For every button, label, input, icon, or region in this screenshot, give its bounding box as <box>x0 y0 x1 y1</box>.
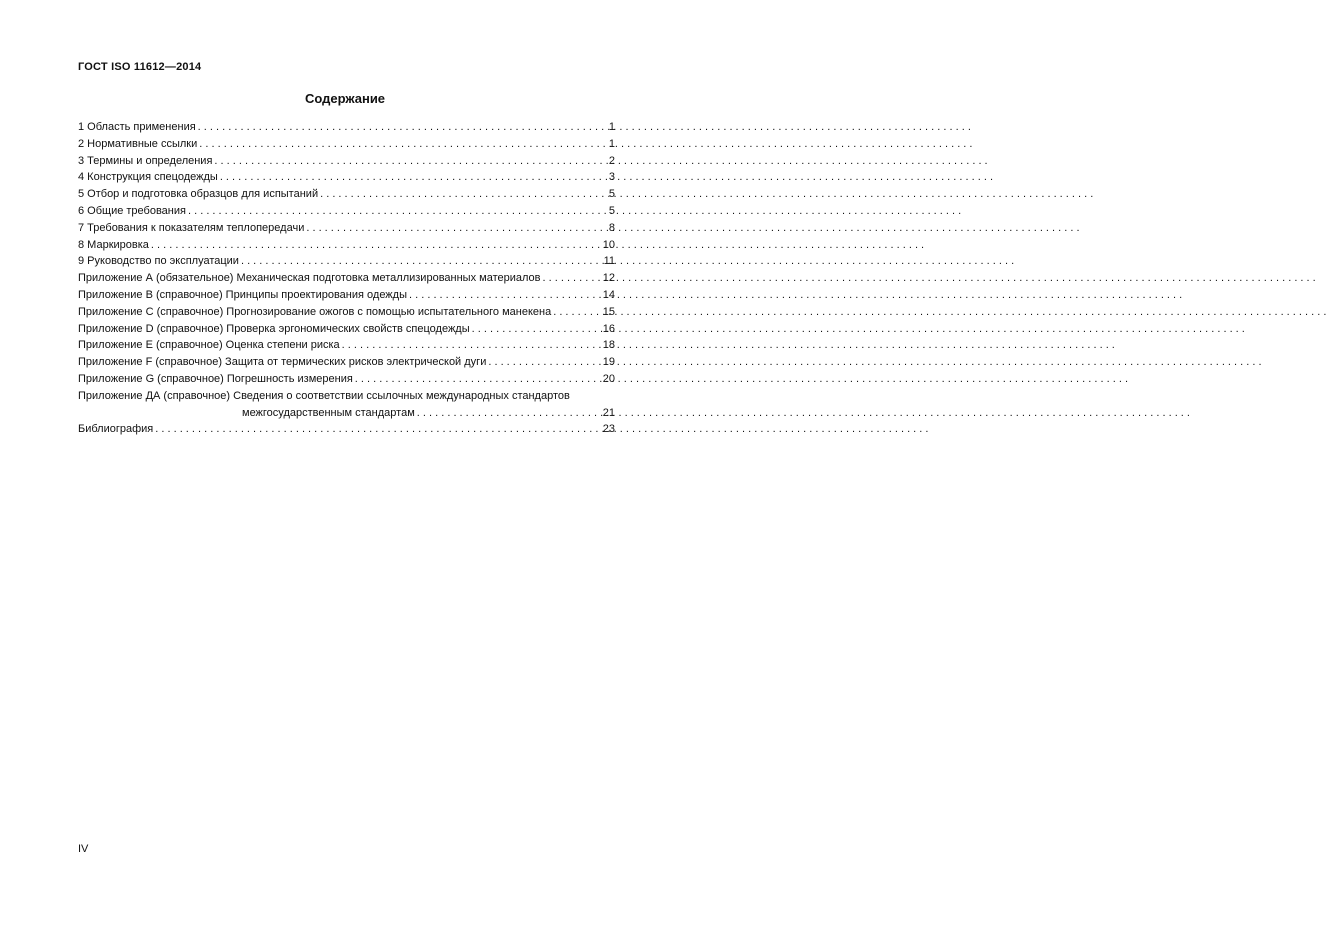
toc-entry-title: 4 Конструкция спецодежды <box>78 171 218 184</box>
dot-leader <box>151 237 599 254</box>
toc-entry-continuation <box>78 405 615 422</box>
toc-entry-page: 23 <box>602 423 615 436</box>
toc-entry-title: Приложение С (справочное) Прогнозирование ожогов с помощью испытательного манекена <box>78 305 552 318</box>
toc-entry[interactable] <box>78 354 615 371</box>
toc-entry[interactable] <box>78 203 615 220</box>
toc-entry[interactable] <box>78 304 615 321</box>
dot-leader <box>320 186 599 203</box>
dot-leader <box>220 169 599 186</box>
toc-entry-title: Библиография <box>78 423 154 436</box>
toc-entry[interactable] <box>78 186 615 203</box>
dot-leader <box>488 354 599 371</box>
toc-entry-page: 14 <box>602 288 615 301</box>
toc-entry-title: Приложение В (справочное) Принципы проектирования одежды <box>78 288 407 301</box>
document-header: ГОСТ ISO 11612—2014 <box>78 61 202 73</box>
toc-entry-page: 3 <box>608 171 615 184</box>
dot-leader <box>543 270 600 287</box>
dot-leader <box>214 153 599 170</box>
toc-entry-page: 16 <box>602 322 615 335</box>
dot-leader <box>417 405 599 422</box>
toc-entry[interactable] <box>78 220 615 237</box>
toc-entry-title: Приложение Е (справочное) Оценка степени риска <box>78 339 340 352</box>
toc-entry-page: 10 <box>602 238 615 251</box>
toc-entry-title: Приложение D (справочное) Проверка эргономических свойств спецодежды <box>78 322 470 335</box>
toc-entry-page: 1 <box>608 121 615 133</box>
toc-entry-page: 21 <box>602 406 615 419</box>
toc-entry[interactable] <box>78 421 615 438</box>
toc-entry-title: 2 Нормативные ссылки <box>78 137 198 150</box>
toc-entry[interactable] <box>78 270 615 287</box>
page-number: IV <box>78 843 89 855</box>
toc-entry[interactable] <box>78 321 615 338</box>
dot-leader <box>241 253 599 270</box>
toc-entry-title: 3 Термины и определения <box>78 154 213 167</box>
toc-entry-title: 7 Требования к показателям теплопередачи <box>78 221 305 234</box>
dot-leader <box>306 220 599 237</box>
toc-entry[interactable] <box>78 136 615 153</box>
toc-entry-title: Приложение F (справочное) Защита от термических рисков электрической дуги <box>78 356 487 369</box>
dot-leader <box>553 304 599 321</box>
toc-entry-page: 1 <box>608 137 615 150</box>
toc-entry-page: 12 <box>602 272 615 285</box>
toc-entry-page: 8 <box>608 221 615 234</box>
dot-leader <box>342 337 599 354</box>
toc-entry[interactable] <box>78 169 615 186</box>
table-of-contents <box>78 119 615 438</box>
toc-entry-page: 5 <box>608 188 615 201</box>
toc-entry-page: 18 <box>602 339 615 352</box>
dot-leader <box>188 203 599 220</box>
toc-entry-page: 2 <box>608 154 615 167</box>
toc-entry-page: 19 <box>602 356 615 369</box>
toc-entry[interactable] <box>78 371 615 388</box>
dot-leader <box>199 136 599 153</box>
toc-entry-title: 5 Отбор и подготовка образцов для испытаний <box>78 188 319 201</box>
dot-leader <box>409 287 599 304</box>
dot-leader <box>155 421 599 438</box>
toc-title: Содержание <box>304 91 386 106</box>
dot-leader <box>472 321 599 338</box>
document-page <box>0 0 661 935</box>
toc-entry-title: Приложение G (справочное) Погрешность измерения <box>78 372 353 385</box>
toc-entry-title: Приложение ДА (справочное) Сведения о соответствии ссылочных международных стандартов <box>78 389 570 402</box>
toc-entry-page: 11 <box>603 255 615 268</box>
toc-entry-title: 9 Руководство по эксплуатации <box>78 255 239 268</box>
toc-entry[interactable] <box>78 119 615 136</box>
toc-entry[interactable] <box>78 337 615 354</box>
toc-entry-page: 20 <box>602 372 615 385</box>
toc-entry-title-continued: межгосударственным стандартам <box>242 406 415 419</box>
dot-leader <box>355 371 599 388</box>
toc-entry[interactable] <box>78 253 615 270</box>
dot-leader <box>198 119 599 136</box>
toc-entry-title: 6 Общие требования <box>78 204 186 217</box>
toc-entry-title: Приложение А (обязательное) Механическая подготовка металлизированных материалов <box>78 272 541 285</box>
toc-entry[interactable] <box>78 237 615 254</box>
toc-entry-title: 1 Область применения <box>78 121 196 133</box>
toc-entry-page: 5 <box>608 204 615 217</box>
toc-entry-page: 15 <box>602 305 615 318</box>
toc-entry[interactable] <box>78 287 615 304</box>
toc-entry[interactable] <box>78 388 615 422</box>
toc-entry-title: 8 Маркировка <box>78 238 149 251</box>
toc-entry[interactable] <box>78 153 615 170</box>
